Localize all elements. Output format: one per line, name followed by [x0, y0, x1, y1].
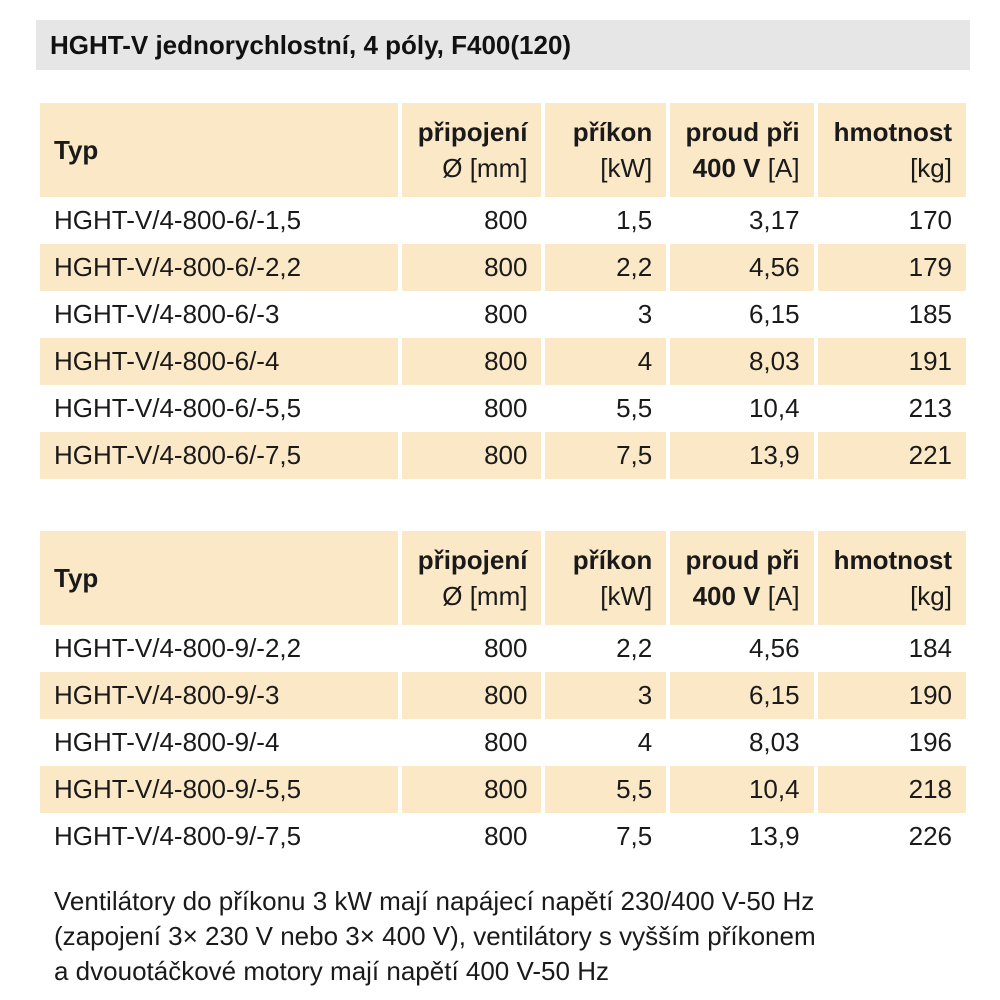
table-row	[40, 625, 966, 672]
cell-prikon: 7,5	[545, 432, 666, 479]
cell-typ: HGHT-V/4-800-6/-4	[40, 338, 398, 385]
spec-table-6	[36, 103, 970, 479]
cell-prikon: 2,2	[545, 244, 666, 291]
table-row	[40, 291, 966, 338]
cell-typ: HGHT-V/4-800-9/-2,2	[40, 625, 398, 672]
header-pripojeni: připojení Ø [mm]	[402, 531, 541, 625]
header-typ: Typ	[40, 531, 398, 625]
cell-proud: 8,03	[670, 719, 813, 766]
table-row	[40, 197, 966, 244]
header-proud: proud při 400 V [A]	[670, 103, 813, 197]
cell-pripojeni: 800	[402, 197, 541, 244]
cell-prikon: 7,5	[545, 813, 666, 860]
cell-typ: HGHT-V/4-800-6/-2,2	[40, 244, 398, 291]
header-prikon: příkon [kW]	[545, 531, 666, 625]
footnote	[54, 884, 954, 989]
cell-hmotnost: 196	[818, 719, 966, 766]
cell-hmotnost: 185	[818, 291, 966, 338]
cell-hmotnost: 170	[818, 197, 966, 244]
cell-proud: 10,4	[670, 385, 813, 432]
table-row	[40, 719, 966, 766]
cell-prikon: 4	[545, 719, 666, 766]
footnote-line: (zapojení 3× 230 V nebo 3× 400 V), ventilátory s vyšším příkonem	[54, 921, 816, 951]
table-row	[40, 385, 966, 432]
header-pripojeni: připojení Ø [mm]	[402, 103, 541, 197]
table-row	[40, 813, 966, 860]
cell-pripojeni: 800	[402, 813, 541, 860]
cell-proud: 13,9	[670, 432, 813, 479]
cell-proud: 4,56	[670, 244, 813, 291]
cell-pripojeni: 800	[402, 766, 541, 813]
cell-prikon: 1,5	[545, 197, 666, 244]
table-row	[40, 432, 966, 479]
cell-hmotnost: 184	[818, 625, 966, 672]
cell-hmotnost: 213	[818, 385, 966, 432]
header-hmotnost: hmotnost [kg]	[818, 103, 966, 197]
cell-proud: 6,15	[670, 672, 813, 719]
cell-typ: HGHT-V/4-800-6/-1,5	[40, 197, 398, 244]
cell-prikon: 2,2	[545, 625, 666, 672]
footnote-line: a dvouotáčkové motory mají napětí 400 V-50 Hz	[54, 956, 609, 986]
table-row	[40, 766, 966, 813]
cell-typ: HGHT-V/4-800-9/-5,5	[40, 766, 398, 813]
table-row	[40, 244, 966, 291]
cell-typ: HGHT-V/4-800-6/-3	[40, 291, 398, 338]
table-header-row	[40, 531, 966, 625]
cell-pripojeni: 800	[402, 291, 541, 338]
spec-table-9	[36, 531, 970, 860]
cell-typ: HGHT-V/4-800-9/-7,5	[40, 813, 398, 860]
cell-pripojeni: 800	[402, 244, 541, 291]
header-typ: Typ	[40, 103, 398, 197]
cell-pripojeni: 800	[402, 672, 541, 719]
cell-pripojeni: 800	[402, 432, 541, 479]
cell-typ: HGHT-V/4-800-9/-4	[40, 719, 398, 766]
footnote-line: Ventilátory do příkonu 3 kW mají napájecí napětí 230/400 V-50 Hz	[54, 886, 815, 916]
cell-prikon: 5,5	[545, 766, 666, 813]
cell-proud: 10,4	[670, 766, 813, 813]
header-hmotnost: hmotnost [kg]	[818, 531, 966, 625]
table-row	[40, 672, 966, 719]
cell-typ: HGHT-V/4-800-9/-3	[40, 672, 398, 719]
table-row	[40, 338, 966, 385]
cell-pripojeni: 800	[402, 719, 541, 766]
cell-proud: 4,56	[670, 625, 813, 672]
cell-prikon: 4	[545, 338, 666, 385]
cell-typ: HGHT-V/4-800-6/-5,5	[40, 385, 398, 432]
cell-pripojeni: 800	[402, 625, 541, 672]
cell-hmotnost: 226	[818, 813, 966, 860]
cell-hmotnost: 191	[818, 338, 966, 385]
cell-typ: HGHT-V/4-800-6/-7,5	[40, 432, 398, 479]
cell-proud: 6,15	[670, 291, 813, 338]
cell-prikon: 3	[545, 291, 666, 338]
cell-proud: 13,9	[670, 813, 813, 860]
table-header-row	[40, 103, 966, 197]
cell-pripojeni: 800	[402, 385, 541, 432]
cell-hmotnost: 218	[818, 766, 966, 813]
cell-proud: 3,17	[670, 197, 813, 244]
section-title: HGHT-V jednorychlostní, 4 póly, F400(120)	[36, 20, 970, 70]
header-prikon: příkon [kW]	[545, 103, 666, 197]
cell-pripojeni: 800	[402, 338, 541, 385]
cell-hmotnost: 190	[818, 672, 966, 719]
cell-prikon: 3	[545, 672, 666, 719]
cell-prikon: 5,5	[545, 385, 666, 432]
cell-hmotnost: 179	[818, 244, 966, 291]
header-proud: proud při 400 V [A]	[670, 531, 813, 625]
cell-proud: 8,03	[670, 338, 813, 385]
cell-hmotnost: 221	[818, 432, 966, 479]
